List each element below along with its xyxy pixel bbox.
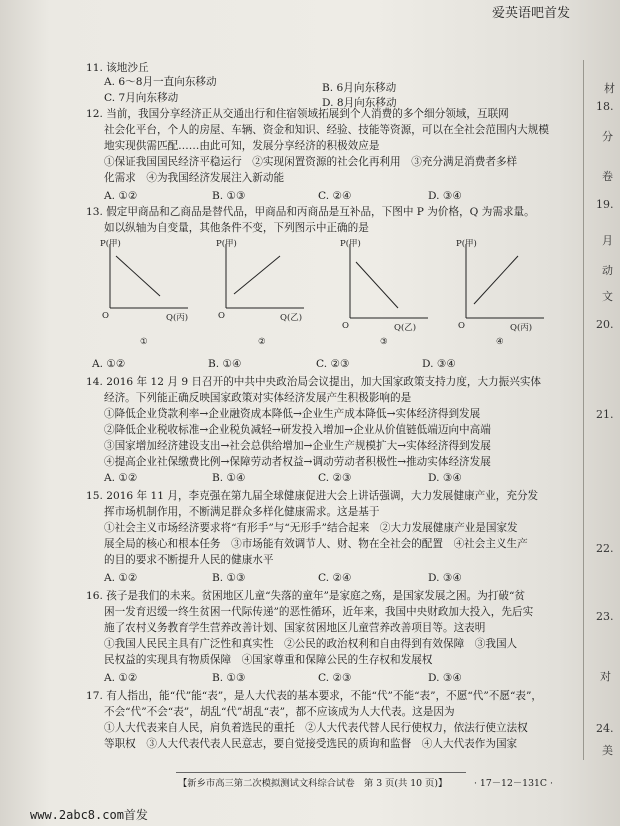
right-fragment: 20. — [596, 318, 614, 331]
graph-xlabel: Q(乙) — [280, 313, 303, 323]
q12-option-b: B. ①③ — [212, 190, 246, 202]
q11-option-d: D. 8月向东移动 — [322, 97, 397, 109]
right-fragment: 月 — [602, 234, 613, 247]
q11-option-c: C. 7月向东移动 — [104, 92, 179, 104]
column-divider — [583, 60, 584, 760]
demand-line-down — [356, 262, 398, 308]
q12-option-d: D. ③④ — [428, 190, 462, 202]
q13-line1: 13. 假定甲商品和乙商品是替代品，甲商品和丙商品是互补品，下图中 P 为价格，Q 为需求量。 — [86, 206, 535, 218]
right-fragment: 24. — [596, 722, 614, 735]
q15-option-b: B. ①③ — [212, 572, 246, 584]
q14-item3: ③国家增加经济建设支出→社会总供给增加→企业生产规模扩大→实体经济得到发展 — [104, 440, 491, 452]
brand-header: 爱英语吧首发 — [492, 6, 571, 21]
graph-origin: O — [458, 321, 465, 331]
q12-option-a: A. ①② — [104, 190, 138, 202]
q16-option-a: A. ①② — [104, 672, 138, 684]
q16-line2: 困一发育迟缓一终生贫困一代际传递”的恶性循环，近年来，我国中央财政加大投入，先后实 — [104, 606, 534, 618]
right-fragment: 文 — [602, 290, 613, 303]
right-fragment: 对 — [600, 670, 611, 683]
q15-item2: 展全局的核心和根本任务 ③市场能有效调节人、财、物在全社会的配置 ④社会主义生产 — [104, 538, 528, 550]
q16-line3: 施了农村义务教育学生营养改善计划、国家贫困地区儿童营养改善项目等。这表明 — [104, 622, 486, 634]
q11-stem: 11. 该地沙丘 — [86, 62, 149, 74]
q12-option-c: C. ②④ — [318, 190, 352, 202]
q16-option-b: B. ①③ — [212, 672, 246, 684]
q17-line2: 不会“代”不会“表”，胡乱“代”胡乱“表”，都不应该成为人大代表。这是因为 — [104, 706, 455, 718]
graph-ylabel: P(甲) — [216, 239, 237, 249]
right-fragment: 21. — [596, 408, 614, 421]
exam-code: · 17－12－131C · — [474, 778, 553, 789]
q17-line1: 17. 有人指出，能“代”能“表”，是人大代表的基本要求，不能“代”不能“表”，不愿“代”不愿“表”， — [86, 690, 542, 702]
q14-line2: 经济。下列能正确反映国家政策对实体经济发展产生积极影响的是 — [104, 392, 412, 404]
graph-xlabel: Q(乙) — [394, 323, 417, 333]
graph-number: ① — [140, 337, 148, 347]
q15-item3: 的目的要求不断提升人民的健康水平 — [104, 554, 274, 566]
graph-ylabel: P(甲) — [340, 239, 361, 249]
exam-footer: 【新乡市高三第二次模拟测试文科综合试卷 第 3 页(共 10 页)】 — [178, 778, 448, 789]
q14-line1: 14. 2016 年 12 月 9 日召开的中共中央政治局会议提出，加大国家政策支持力度，大力振兴实体 — [86, 376, 542, 388]
q13-graph-2 — [212, 238, 312, 348]
q12-item1: ①保证我国国民经济平稳运行 ②实现闲置资源的社会化再利用 ③充分满足消费者多样 — [104, 156, 518, 168]
right-fragment: 动 — [602, 264, 613, 277]
demand-line-down — [116, 256, 160, 296]
footer-rule — [176, 772, 466, 773]
graph-ylabel: P(甲) — [100, 239, 121, 249]
q14-option-c: C. ②③ — [318, 472, 352, 484]
right-fragment: 美 — [602, 744, 613, 757]
q16-line1: 16. 孩子是我们的未来。贫困地区儿童“失落的童年”是家庭之殇，是国家发展之困。为打破“贫 — [86, 590, 526, 602]
q11-option-b: B. 6月向东移动 — [322, 82, 397, 94]
graph-number: ③ — [380, 337, 388, 347]
q14-option-d: D. ③④ — [428, 472, 462, 484]
right-fragment: 卷 — [602, 170, 613, 183]
graph-number: ② — [258, 337, 266, 347]
q14-option-a: A. ①② — [104, 472, 138, 484]
q15-item1: ①社会主义市场经济要求将“有形手”与“无形手”结合起来 ②大力发展健康产业是国家发 — [104, 522, 518, 534]
demand-line-up — [234, 256, 280, 294]
watermark-site: www.2abc8.com首发 — [30, 808, 148, 822]
q17-item2: 等职权 ③人大代表代表人民意志，要自觉接受选民的质询和监督 ④人大代表作为国家 — [104, 738, 518, 750]
q12-line1: 12. 当前，我国分享经济正从交通出行和住宿领域拓展到个人消费的多个细分领域，互联网 — [86, 108, 509, 120]
graph-origin: O — [102, 311, 109, 321]
q15-line1: 15. 2016 年 11 月，李克强在第九届全球健康促进大会上讲话强调，大力发展健康产业，充分发 — [86, 490, 539, 502]
graph-origin: O — [218, 311, 225, 321]
q15-option-d: D. ③④ — [428, 572, 462, 584]
q13-line2: 如以纵轴为自变量，其他条件不变，下列图示中正确的是 — [104, 222, 369, 234]
graph-xlabel: Q(丙) — [510, 323, 533, 333]
q16-option-c: C. ②③ — [318, 672, 352, 684]
q13-option-c: C. ②③ — [316, 358, 350, 370]
q14-item4: ④提高企业社保缴费比例→保障劳动者权益→调动劳动者积极性→推动实体经济发展 — [104, 456, 491, 468]
q13-option-a: A. ①② — [92, 358, 126, 370]
q12-line3: 地实现供需匹配……由此可知，发展分享经济的积极效应是 — [104, 140, 380, 152]
graph-number: ④ — [496, 337, 504, 347]
q13-graph-3 — [336, 238, 436, 348]
q14-option-b: B. ①④ — [212, 472, 246, 484]
q14-item1: ①降低企业贷款利率→企业融资成本降低→企业生产成本降低→实体经济得到发展 — [104, 408, 481, 420]
right-fragment: 22. — [596, 542, 614, 555]
right-fragment: 18. — [596, 100, 614, 113]
q16-option-d: D. ③④ — [428, 672, 462, 684]
q12-line2: 社会化平台，个人的房屋、车辆、资金和知识、经验、技能等资源，可以在全社会范围内大规模 — [104, 124, 549, 136]
q13-graph-1 — [96, 238, 196, 348]
q15-option-c: C. ②④ — [318, 572, 352, 584]
q17-item1: ①人大代表来自人民，肩负着选民的重托 ②人大代表代替人民行使权力，依法行使立法权 — [104, 722, 528, 734]
right-fragment: 材 — [604, 82, 615, 95]
right-fragment: 分 — [602, 130, 613, 143]
q13-graph-4 — [452, 238, 552, 348]
q16-item1: ①我国人民民主具有广泛性和真实性 ②公民的政治权利和自由得到有效保障 ③我国人 — [104, 638, 518, 650]
q16-item2: 民权益的实现具有物质保障 ④国家尊重和保障公民的生存权和发展权 — [104, 654, 433, 666]
graph-ylabel: P(甲) — [456, 239, 477, 249]
q11-option-a: A. 6～8月一直向东移动 — [104, 76, 217, 88]
graph-xlabel: Q(丙) — [166, 313, 189, 323]
q12-item2: 化需求 ④为我国经济发展注入新动能 — [104, 172, 285, 184]
q15-line2: 挥市场机制作用，不断满足群众多样化健康需求。这是基于 — [104, 506, 380, 518]
graph-origin: O — [342, 321, 349, 331]
right-fragment: 19. — [596, 198, 614, 211]
demand-line-up — [474, 256, 518, 304]
q13-option-b: B. ①④ — [208, 358, 242, 370]
right-fragment: 23. — [596, 610, 614, 623]
q13-option-d: D. ③④ — [422, 358, 456, 370]
q15-option-a: A. ①② — [104, 572, 138, 584]
q14-item2: ②降低企业税收标准→企业税负减轻→研发投入增加→企业从价值链低端迈向中高端 — [104, 424, 491, 436]
